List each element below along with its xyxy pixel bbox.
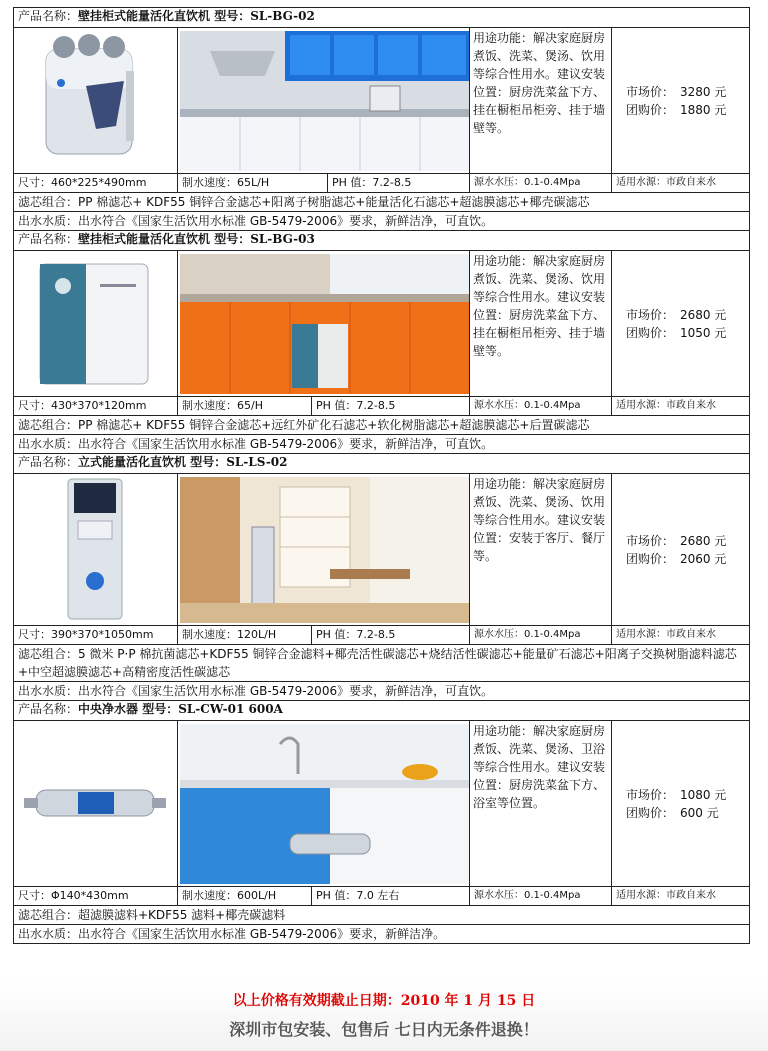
- product-header: [14, 231, 750, 251]
- usage-description: 用途功能：解决家庭厨房煮饭、洗菜、煲汤、饮用等综合性用水。建议安装位置：厨房洗菜盆下方、挂在橱柜吊柜旁、挂于墙壁等。: [470, 251, 612, 397]
- source-spec: 适用水源：市政自来水: [612, 174, 750, 193]
- name-label: 产品名称：: [18, 9, 79, 23]
- ph-spec: PH 值：7.0 左右: [312, 887, 470, 906]
- central-purifier-image: [16, 724, 174, 884]
- kitchen-scene-image: [180, 254, 470, 394]
- product-title: 壁挂柜式能量活化直饮机 型号：SL-BG-02: [78, 9, 315, 23]
- market-price: 市场价： 2680 元: [626, 307, 727, 322]
- standing-purifier-image: [16, 477, 174, 623]
- market-price: 市场价： 1080 元: [626, 787, 727, 802]
- speed-spec: 制水速度：65L/H: [178, 174, 328, 193]
- market-price: 市场价： 2680 元: [626, 533, 727, 548]
- ph-spec: PH 值：7.2-8.5: [312, 397, 470, 416]
- price-box: [612, 251, 750, 397]
- product-header: [14, 454, 750, 474]
- kitchen-scene-image: [180, 724, 470, 884]
- group-price: 团购价： 2060 元: [626, 551, 727, 566]
- price-box: [612, 28, 750, 174]
- speed-spec: 制水速度：120L/H: [178, 626, 312, 645]
- wall-purifier-image: [16, 31, 174, 171]
- product-header: [14, 8, 750, 28]
- ph-spec: PH 值：7.2-8.5: [312, 626, 470, 645]
- water-quality: 出水水质：出水符合《国家生活饮用水标准 GB-5479-2006》要求，新鲜洁净，可直饮。: [14, 212, 750, 231]
- size-spec: 尺寸：460*225*490mm: [14, 174, 178, 193]
- product-image: [14, 474, 178, 626]
- product-image: [14, 28, 178, 174]
- price-validity-note: 以上价格有效期截止日期：2010 年 1 月 15 日: [232, 993, 536, 1009]
- filter-combination: 滤芯组合：超滤膜滤料+KDF55 滤料+椰壳碳滤料: [14, 906, 750, 925]
- speed-spec: 制水速度：600L/H: [178, 887, 312, 906]
- speed-spec: 制水速度：65/H: [178, 397, 312, 416]
- source-spec: 适用水源：市政自来水: [612, 887, 750, 906]
- dining-scene-image: [180, 477, 470, 623]
- product-image: [14, 251, 178, 397]
- cabinet-purifier-image: [16, 254, 174, 394]
- service-note: 深圳市包安装、包售后 七日内无条件退换！: [229, 1020, 539, 1039]
- product-table-1: [13, 7, 750, 231]
- size-spec: 尺寸：430*370*120mm: [14, 397, 178, 416]
- water-quality: 出水水质：出水符合《国家生活饮用水标准 GB-5479-2006》要求，新鲜洁净。: [14, 925, 750, 944]
- kitchen-photo: [178, 28, 470, 174]
- product-table-2: [13, 230, 750, 454]
- usage-description: 用途功能：解决家庭厨房煮饭、洗菜、煲汤、饮用等综合性用水。建议安装位置：厨房洗菜盆下方、挂在橱柜吊柜旁、挂于墙壁等。: [470, 28, 612, 174]
- product-header: [14, 701, 750, 721]
- pressure-spec: 源水水压：0.1-0.4Mpa: [470, 174, 612, 193]
- dining-room-photo: [178, 474, 470, 626]
- product-table-4: [13, 700, 750, 944]
- usage-description: 用途功能：解决家庭厨房煮饭、洗菜、煲汤、卫浴等综合性用水。建议安装位置：厨房洗菜盆下方、浴室等位置。: [470, 721, 612, 887]
- usage-description: 用途功能：解决家庭厨房煮饭、洗菜、煲汤、饮用等综合性用水。建议安装位置：安装于客厅、餐厅等。: [470, 474, 612, 626]
- price-box: [612, 721, 750, 887]
- price-box: [612, 474, 750, 626]
- filter-combination: 滤芯组合：5 微米 P·P 棉抗菌滤芯+KDF55 铜锌合金滤料+椰壳活性碳滤芯+烧结活性碳滤芯+能量矿石滤芯+阳离子交换树脂滤料滤芯+中空超滤膜滤芯+高精密度活性碳滤芯: [14, 645, 750, 682]
- source-spec: 适用水源：市政自来水: [612, 626, 750, 645]
- source-spec: 适用水源：市政自来水: [612, 397, 750, 416]
- product-image: [14, 721, 178, 887]
- pressure-spec: 源水水压：0.1-0.4Mpa: [470, 626, 612, 645]
- ph-spec: PH 值：7.2-8.5: [328, 174, 470, 193]
- pressure-spec: 源水水压：0.1-0.4Mpa: [470, 397, 612, 416]
- filter-combination: 滤芯组合：PP 棉滤芯+ KDF55 铜锌合金滤芯+远红外矿化石滤芯+软化树脂滤芯+超滤膜滤芯+后置碳滤芯: [14, 416, 750, 435]
- product-title: 壁挂柜式能量活化直饮机 型号：SL-BG-03: [78, 232, 315, 246]
- product-sheet: [13, 7, 749, 944]
- product-title: 中央净水器 型号：SL-CW-01 600A: [78, 702, 283, 716]
- pressure-spec: 源水水压：0.1-0.4Mpa: [470, 887, 612, 906]
- size-spec: 尺寸：390*370*1050mm: [14, 626, 178, 645]
- kitchen-photo: [178, 251, 470, 397]
- name-label: 产品名称：: [18, 455, 79, 469]
- size-spec: 尺寸：Φ140*430mm: [14, 887, 178, 906]
- group-price: 团购价： 1050 元: [626, 325, 727, 340]
- market-price: 市场价： 3280 元: [626, 84, 727, 99]
- kitchen-photo: [178, 721, 470, 887]
- kitchen-scene-image: [180, 31, 470, 171]
- group-price: 团购价： 600 元: [626, 805, 719, 820]
- water-quality: 出水水质：出水符合《国家生活饮用水标准 GB-5479-2006》要求，新鲜洁净，可直饮。: [14, 682, 750, 701]
- name-label: 产品名称：: [18, 702, 79, 716]
- water-quality: 出水水质：出水符合《国家生活饮用水标准 GB-5479-2006》要求，新鲜洁净，可直饮。: [14, 435, 750, 454]
- group-price: 团购价： 1880 元: [626, 102, 727, 117]
- product-title: 立式能量活化直饮机 型号：SL-LS-02: [78, 455, 288, 469]
- product-table-3: [13, 453, 750, 701]
- name-label: 产品名称：: [18, 232, 79, 246]
- filter-combination: 滤芯组合：PP 棉滤芯+ KDF55 铜锌合金滤芯+阳离子树脂滤芯+能量活化石滤芯+超滤膜滤芯+椰壳碳滤芯: [14, 193, 750, 212]
